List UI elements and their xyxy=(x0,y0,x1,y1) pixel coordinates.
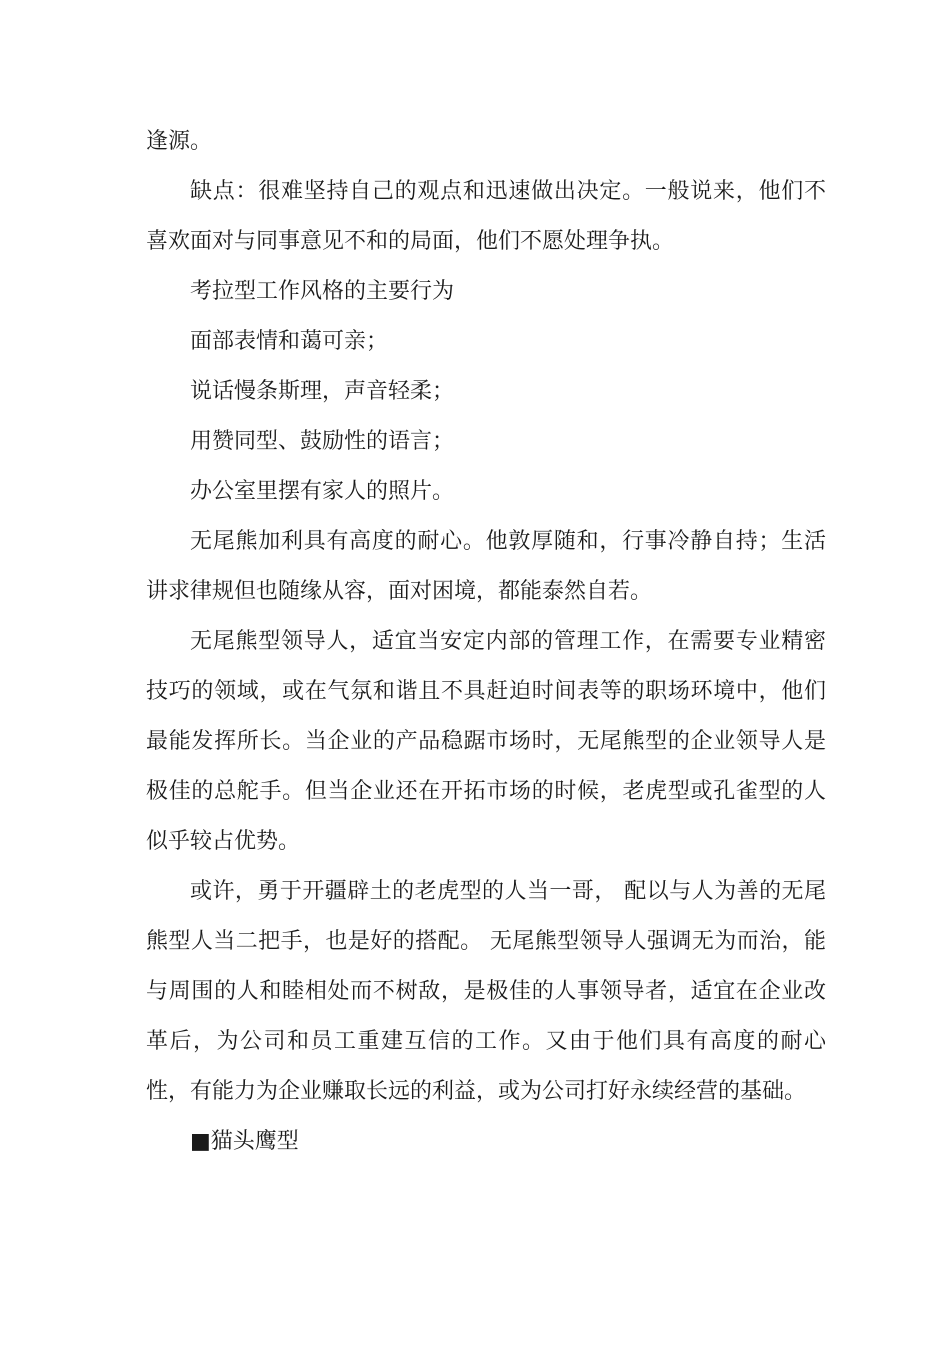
behavior-item-facial-expression: 面部表情和蔼可亲； xyxy=(190,329,389,354)
paragraph-drawbacks: 缺点：很难坚持自己的观点和迅速做出决定。一般说来，他们不喜欢面对与同事意见不和的局面，他们不愿处理争执。 xyxy=(146,179,826,254)
paragraph-koala-leader: 无尾熊型领导人，适宜当安定内部的管理工作，在需要专业精密技巧的领域，或在气氛和谐且不具赶迫时间表等的职场环境中，他们最能发挥所长。当企业的产品稳踞市场时，无尾熊型的企业领导人是极佳的总舵手。但当企业还在开拓市场的时候，老虎型或孔雀型的人似乎较占优势。 xyxy=(146,629,826,854)
section-heading-koala-behaviors: 考拉型工作风格的主要行为 xyxy=(190,279,455,304)
paragraph-pairing: 或许，勇于开疆辟土的老虎型的人当一哥， 配以与人为善的无尾熊型人当二把手，也是好的搭配。 无尾熊型领导人强调无为而治，能与周围的人和睦相处而不树敌，是极佳的人事领导者，适宜在企业改革后，为公司和员工重建互信的工作。又由于他们具有高度的耐心性，有能力为企业赚取长远的利益，或为公司打好永续经营的基础。 xyxy=(146,879,826,1104)
paragraph-continuation: 逢源。 xyxy=(146,129,213,154)
paragraph-koala-patience: 无尾熊加利具有高度的耐心。他敦厚随和，行事冷静自持；生活讲求律规但也随缘从容，面对困境，都能泰然自若。 xyxy=(146,529,826,604)
document-body xyxy=(146,117,826,1167)
behavior-item-speech: 说话慢条斯理，声音轻柔； xyxy=(190,379,455,404)
behavior-item-office-photos: 办公室里摆有家人的照片。 xyxy=(190,479,455,504)
behavior-item-language: 用赞同型、鼓励性的语言； xyxy=(190,429,455,454)
section-heading-owl: ■猫头鹰型 xyxy=(190,1129,299,1154)
